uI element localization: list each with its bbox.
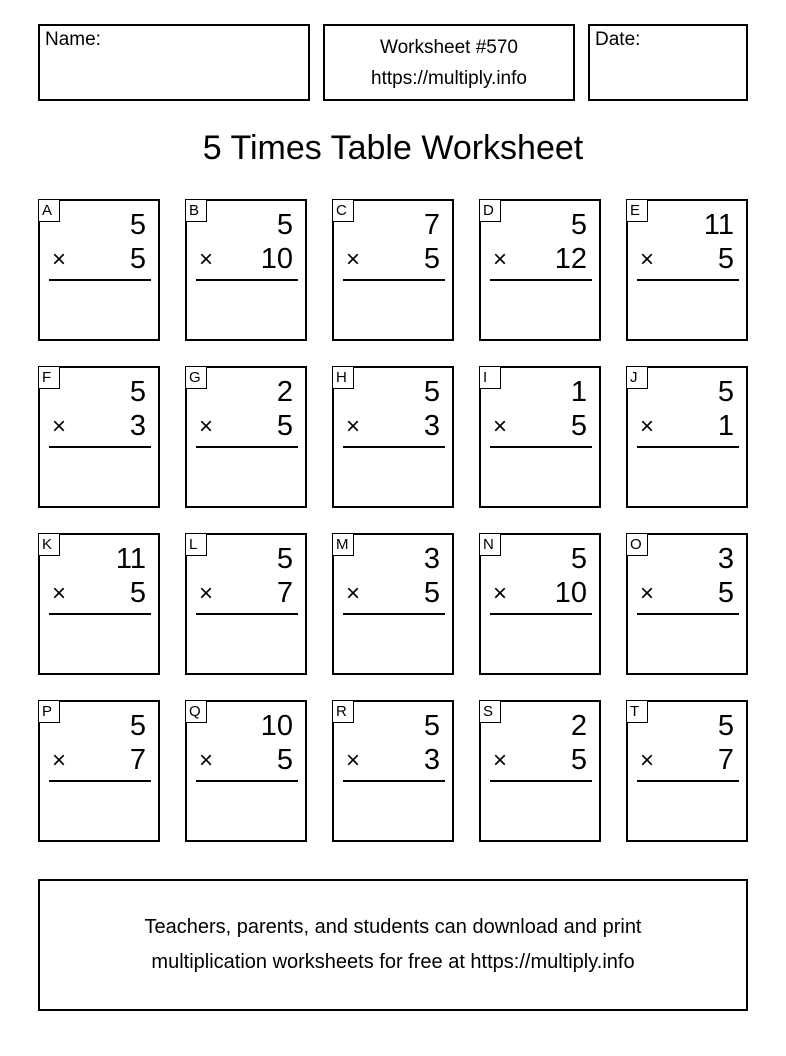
multiplicand: 5 (570, 209, 587, 241)
times-sign-icon: × (199, 747, 214, 774)
problem-letter: B (185, 199, 207, 222)
multiplicand: 5 (423, 376, 440, 408)
problem-card-l[interactable] (185, 533, 307, 675)
multiplicand: 5 (570, 543, 587, 575)
problem-card-i[interactable] (479, 366, 601, 508)
multiplicand: 5 (129, 710, 146, 742)
problem-letter: G (185, 366, 207, 389)
multiplicand: 5 (423, 710, 440, 742)
problem-letter: P (38, 700, 60, 723)
answer-line (637, 780, 739, 782)
answer-line (637, 279, 739, 281)
answer-line (490, 780, 592, 782)
multiplicand: 5 (129, 376, 146, 408)
multiplier: 5 (570, 410, 587, 442)
answer-line (196, 279, 298, 281)
problem-card-p[interactable] (38, 700, 160, 842)
times-sign-icon: × (199, 413, 214, 440)
multiplier: 5 (276, 744, 293, 776)
times-sign-icon: × (52, 747, 67, 774)
multiplier: 5 (423, 243, 440, 275)
multiplier: 10 (554, 577, 587, 609)
worksheet-number: Worksheet #570 (379, 37, 518, 58)
multiplier: 5 (276, 410, 293, 442)
times-sign-icon: × (346, 413, 361, 440)
multiplier: 3 (129, 410, 146, 442)
answer-line (196, 446, 298, 448)
multiplicand: 10 (260, 710, 293, 742)
problem-letter: I (479, 366, 501, 389)
problem-letter: S (479, 700, 501, 723)
problem-card-f[interactable] (38, 366, 160, 508)
problem-letter: F (38, 366, 60, 389)
problem-card-r[interactable] (332, 700, 454, 842)
multiplier: 5 (423, 577, 440, 609)
answer-line (196, 780, 298, 782)
multiplicand: 5 (717, 710, 734, 742)
answer-line (49, 279, 151, 281)
multiplicand: 3 (423, 543, 440, 575)
multiplier: 3 (423, 744, 440, 776)
problem-letter: K (38, 533, 60, 556)
times-sign-icon: × (199, 580, 214, 607)
problem-letter: D (479, 199, 501, 222)
times-sign-icon: × (493, 747, 508, 774)
problem-card-q[interactable] (185, 700, 307, 842)
problem-letter: H (332, 366, 354, 389)
multiplier: 5 (717, 577, 734, 609)
answer-line (343, 613, 445, 615)
times-sign-icon: × (640, 413, 655, 440)
name-label: Name: (45, 29, 101, 50)
problem-letter: J (626, 366, 648, 389)
multiplicand: 3 (717, 543, 734, 575)
problem-letter: R (332, 700, 354, 723)
multiplicand: 11 (703, 209, 734, 241)
multiplicand: 5 (276, 543, 293, 575)
answer-line (343, 446, 445, 448)
problem-letter: C (332, 199, 354, 222)
footer-box (38, 879, 748, 1011)
multiplier: 5 (129, 243, 146, 275)
times-sign-icon: × (346, 246, 361, 273)
multiplier: 7 (717, 744, 734, 776)
multiplier: 7 (129, 744, 146, 776)
problem-card-b[interactable] (185, 199, 307, 341)
footer-line-1: Teachers, parents, and students can download and print (144, 916, 642, 938)
worksheet-info-box (323, 24, 575, 101)
answer-line (343, 780, 445, 782)
page-title: 5 Times Table Worksheet (202, 129, 584, 167)
times-sign-icon: × (346, 747, 361, 774)
problem-letter: M (332, 533, 354, 556)
problem-card-t[interactable] (626, 700, 748, 842)
problem-card-k[interactable] (38, 533, 160, 675)
answer-line (49, 446, 151, 448)
problem-card-o[interactable] (626, 533, 748, 675)
problem-letter: L (185, 533, 207, 556)
multiplier: 5 (129, 577, 146, 609)
multiplier: 1 (717, 410, 734, 442)
times-sign-icon: × (493, 246, 508, 273)
problem-card-h[interactable] (332, 366, 454, 508)
problem-card-d[interactable] (479, 199, 601, 341)
multiplier: 7 (276, 577, 293, 609)
problem-letter: O (626, 533, 648, 556)
multiplier: 5 (570, 744, 587, 776)
problem-letter: Q (185, 700, 207, 723)
worksheet-url: https://multiply.info (371, 68, 527, 89)
name-field-box[interactable] (38, 24, 310, 101)
problem-letter: E (626, 199, 648, 222)
multiplier: 12 (554, 243, 587, 275)
multiplicand: 7 (423, 209, 440, 241)
problem-card-j[interactable] (626, 366, 748, 508)
times-sign-icon: × (52, 580, 67, 607)
multiplier: 10 (260, 243, 293, 275)
problem-letter: T (626, 700, 648, 723)
answer-line (490, 446, 592, 448)
times-sign-icon: × (640, 747, 655, 774)
answer-line (490, 279, 592, 281)
answer-line (49, 780, 151, 782)
times-sign-icon: × (52, 413, 67, 440)
multiplier: 5 (717, 243, 734, 275)
times-sign-icon: × (52, 246, 67, 273)
answer-line (343, 279, 445, 281)
problem-card-e[interactable] (626, 199, 748, 341)
answer-line (196, 613, 298, 615)
multiplicand: 1 (570, 376, 587, 408)
date-label: Date: (595, 29, 641, 50)
problem-letter: N (479, 533, 501, 556)
answer-line (490, 613, 592, 615)
times-sign-icon: × (199, 246, 214, 273)
answer-line (637, 446, 739, 448)
problem-card-c[interactable] (332, 199, 454, 341)
date-field-box[interactable] (588, 24, 748, 101)
times-sign-icon: × (493, 580, 508, 607)
answer-line (637, 613, 739, 615)
multiplier: 3 (423, 410, 440, 442)
times-sign-icon: × (640, 246, 655, 273)
multiplicand: 2 (570, 710, 587, 742)
problem-letter: A (38, 199, 60, 222)
footer-line-2: multiplication worksheets for free at https://multiply.info (151, 951, 635, 973)
times-sign-icon: × (346, 580, 361, 607)
answer-line (49, 613, 151, 615)
multiplicand: 5 (276, 209, 293, 241)
problem-card-g[interactable] (185, 366, 307, 508)
multiplicand: 2 (276, 376, 293, 408)
times-sign-icon: × (640, 580, 655, 607)
problem-card-a[interactable] (38, 199, 160, 341)
times-sign-icon: × (493, 413, 508, 440)
multiplicand: 5 (717, 376, 734, 408)
problem-card-m[interactable] (332, 533, 454, 675)
problem-card-s[interactable] (479, 700, 601, 842)
problem-card-n[interactable] (479, 533, 601, 675)
multiplicand: 11 (115, 543, 146, 575)
multiplicand: 5 (129, 209, 146, 241)
